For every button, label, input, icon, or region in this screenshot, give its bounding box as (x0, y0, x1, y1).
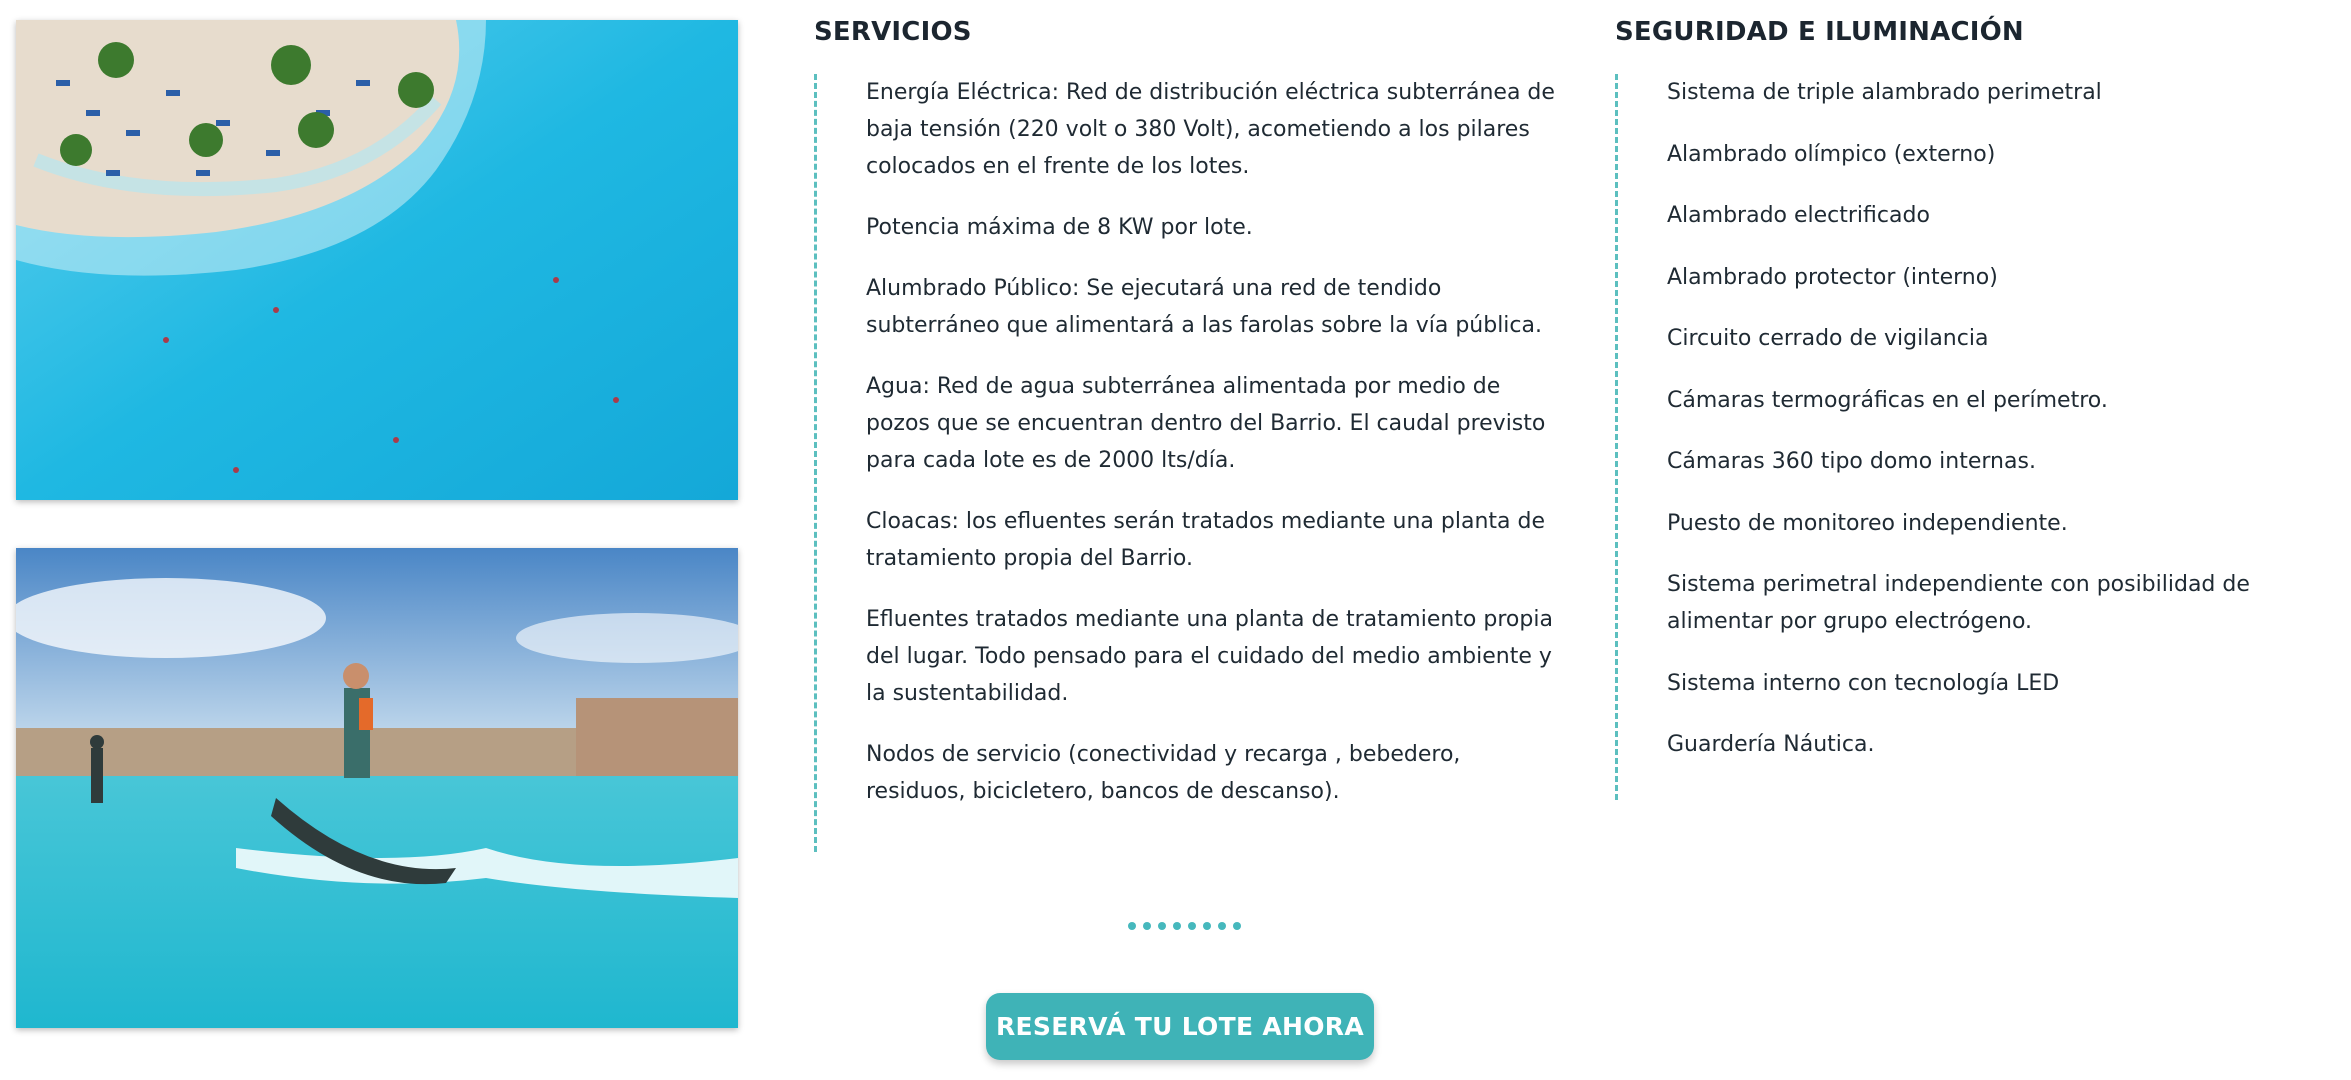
servicios-title: SERVICIOS (814, 17, 972, 47)
seguridad-item: Sistema interno con tecnología LED (1667, 670, 2060, 696)
seguridad-title: SEGURIDAD E ILUMINACIÓN (1615, 17, 2024, 47)
seguridad-list (1615, 74, 2351, 800)
seguridad-item: Alambrado olímpico (externo) (1667, 141, 1996, 167)
servicio-item: Energía Eléctrica: Red de distribución eléctrica subterránea de baja tensión (220 volt o 380 Volt), acometiendo a los pilares colocados en el frente de los lotes. (866, 80, 1555, 179)
servicio-item: Potencia máxima de 8 KW por lote. (866, 215, 1253, 240)
seguridad-section (1615, 12, 2351, 800)
wakeboard-lagoon-photo (16, 548, 738, 1028)
dot (1233, 922, 1241, 930)
seguridad-item: Sistema de triple alambrado perimetral (1667, 80, 2102, 105)
servicio-item: Nodos de servicio (conectividad y recarga , bebedero, residuos, bicicletero, bancos de descanso). (866, 742, 1461, 804)
seguridad-item: Sistema perimetral independiente con posibilidad de alimentar por grupo electrógeno. (1667, 572, 2250, 634)
dot (1143, 922, 1151, 930)
dashed-divider (1615, 74, 1618, 800)
seguridad-item: Puesto de monitoreo independiente. (1667, 510, 2068, 536)
dot (1188, 922, 1196, 930)
beach-island-aerial-photo (16, 20, 738, 500)
dot (1158, 922, 1166, 930)
servicios-section (814, 12, 1574, 852)
dot (1218, 922, 1226, 930)
seguridad-item: Circuito cerrado de vigilancia (1667, 326, 1989, 351)
dot (1128, 922, 1136, 930)
servicio-item: Cloacas: los efluentes serán tratados mediante una planta de tratamiento propia del Barrio. (866, 509, 1546, 571)
seguridad-item: Cámaras 360 tipo domo internas. (1667, 449, 2036, 474)
dotted-separator (1128, 922, 1241, 932)
servicio-item: Alumbrado Público: Se ejecutará una red de tendido subterráneo que alimentará a las farolas sobre la vía pública. (866, 276, 1542, 338)
servicio-item: Efluentes tratados mediante una planta de tratamiento propia del lugar. Todo pensado para el cuidado del medio ambiente y la sustentabilidad. (866, 607, 1553, 706)
dot (1203, 922, 1211, 930)
reservar-lote-button[interactable]: RESERVÁ TU LOTE AHORA (986, 993, 1374, 1060)
servicios-list (814, 74, 1574, 852)
seguridad-item: Guardería Náutica. (1667, 732, 1875, 757)
seguridad-item: Alambrado electrificado (1667, 203, 1930, 228)
dot (1173, 922, 1181, 930)
seguridad-item: Alambrado protector (interno) (1667, 264, 1998, 290)
seguridad-item: Cámaras termográficas en el perímetro. (1667, 387, 2108, 413)
servicio-item: Agua: Red de agua subterránea alimentada por medio de pozos que se encuentran dentro del Barrio. El caudal previsto para cada lote es de 2000 lts/día. (866, 374, 1546, 473)
dashed-divider (814, 74, 817, 852)
